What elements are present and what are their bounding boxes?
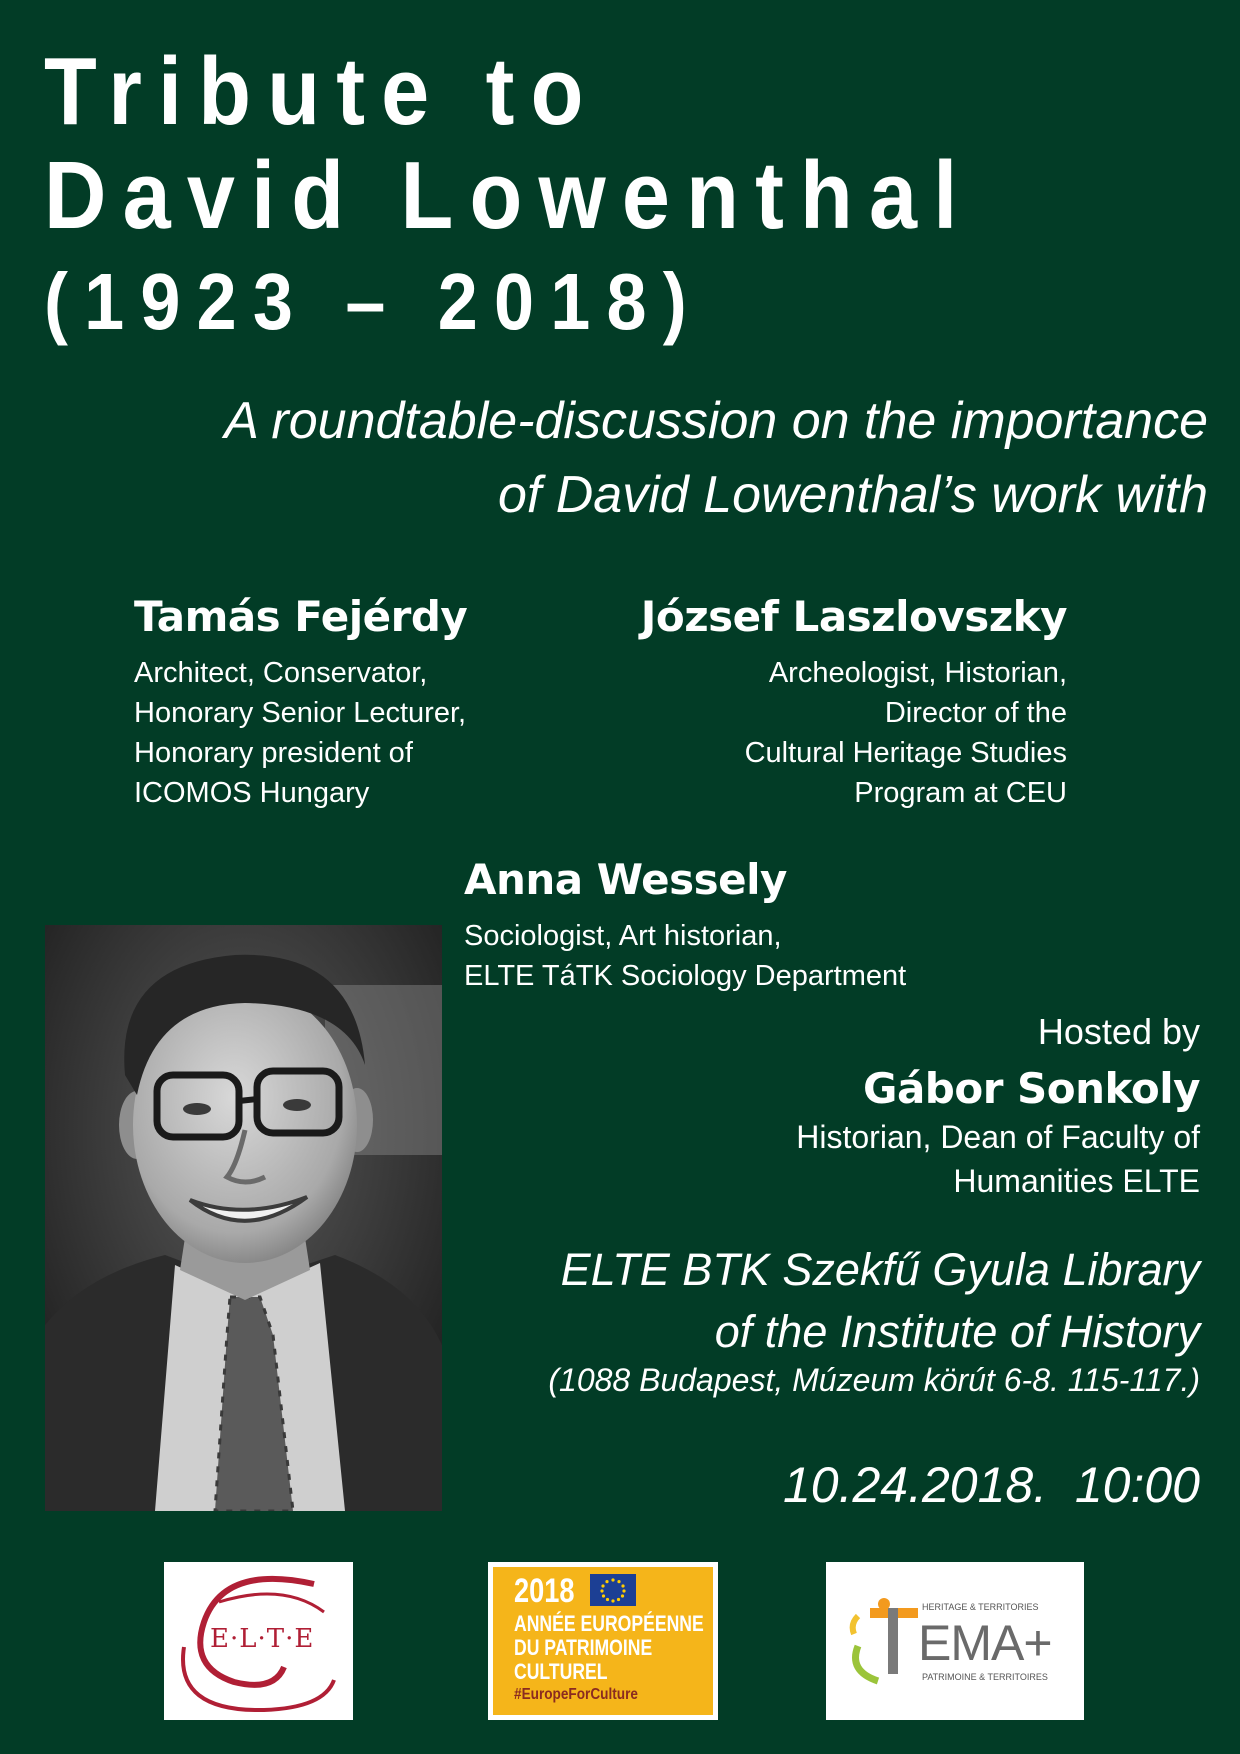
speaker-role: ELTE TáTK Sociology Department (464, 960, 907, 992)
title-line-2: David Lowenthal (44, 142, 974, 249)
elte-logo (164, 1562, 353, 1720)
speaker-role: Honorary Senior Lecturer, (134, 697, 467, 729)
portrait-illustration (45, 925, 442, 1511)
tema-logo (826, 1562, 1084, 1720)
portrait-photo (45, 925, 442, 1511)
subtitle-line-2: of David Lowenthal’s work with (497, 466, 1208, 524)
speaker-role: Honorary president of (134, 737, 413, 769)
host-role: Historian, Dean of Faculty of (796, 1119, 1200, 1155)
subtitle-line-1: A roundtable-discussion on the importance (224, 392, 1208, 450)
host-block (796, 1010, 1200, 1203)
eych-text-line: ANNÉE EUROPÉENNE (514, 1611, 704, 1636)
eych-text (514, 1612, 704, 1684)
speaker-name: Anna Wessely (464, 855, 787, 904)
host-intro: Hosted by (1037, 1011, 1200, 1052)
speaker-laszlovszky (641, 592, 1067, 813)
speaker-role: Program at CEU (854, 777, 1067, 809)
venue-line-1: ELTE BTK Szekfű Gyula Library (560, 1244, 1200, 1295)
eych-text-line: CULTUREL (514, 1659, 608, 1684)
venue-address: (1088 Budapest, Múzeum körút 6-8. 115-117.) (548, 1362, 1200, 1398)
speaker-role: Director of the (884, 697, 1067, 729)
eych-hashtag: #EuropeForCulture (514, 1686, 638, 1703)
tema-t-icon (848, 1596, 928, 1686)
speaker-role: Architect, Conservator, (134, 657, 428, 689)
tema-main-text: EMA+ (918, 1615, 1052, 1671)
speaker-role: ICOMOS Hungary (134, 777, 370, 809)
speaker-role: Cultural Heritage Studies (744, 737, 1067, 769)
eych-text-line: DU PATRIMOINE (514, 1635, 653, 1660)
title-line-1: Tribute to (44, 38, 600, 145)
speaker-role: Sociologist, Art historian, (464, 920, 782, 952)
host-role: Humanities ELTE (953, 1163, 1200, 1199)
eu-flag-icon (590, 1574, 636, 1606)
elte-logo-text: E·L·T·E (210, 1624, 315, 1654)
speaker-fejerdy (134, 592, 467, 813)
speaker-wessely (464, 855, 906, 996)
speaker-role: Archeologist, Historian, (768, 657, 1067, 689)
host-name: Gábor Sonkoly (862, 1064, 1200, 1113)
title-years: (1923 – 2018) (44, 257, 703, 346)
speaker-name: Tamás Fejérdy (134, 592, 468, 641)
venue-line-2: of the Institute of History (714, 1306, 1200, 1357)
tema-top-text: HERITAGE & TERRITORIES (922, 1602, 1039, 1612)
eych-year: 2018 (514, 1572, 575, 1610)
speaker-name: József Laszlovszky (640, 592, 1067, 641)
eych-logo (488, 1562, 718, 1720)
tema-bottom-text: PATRIMOINE & TERRITOIRES (922, 1672, 1048, 1682)
event-datetime: 10.24.2018. 10:00 (782, 1457, 1200, 1513)
